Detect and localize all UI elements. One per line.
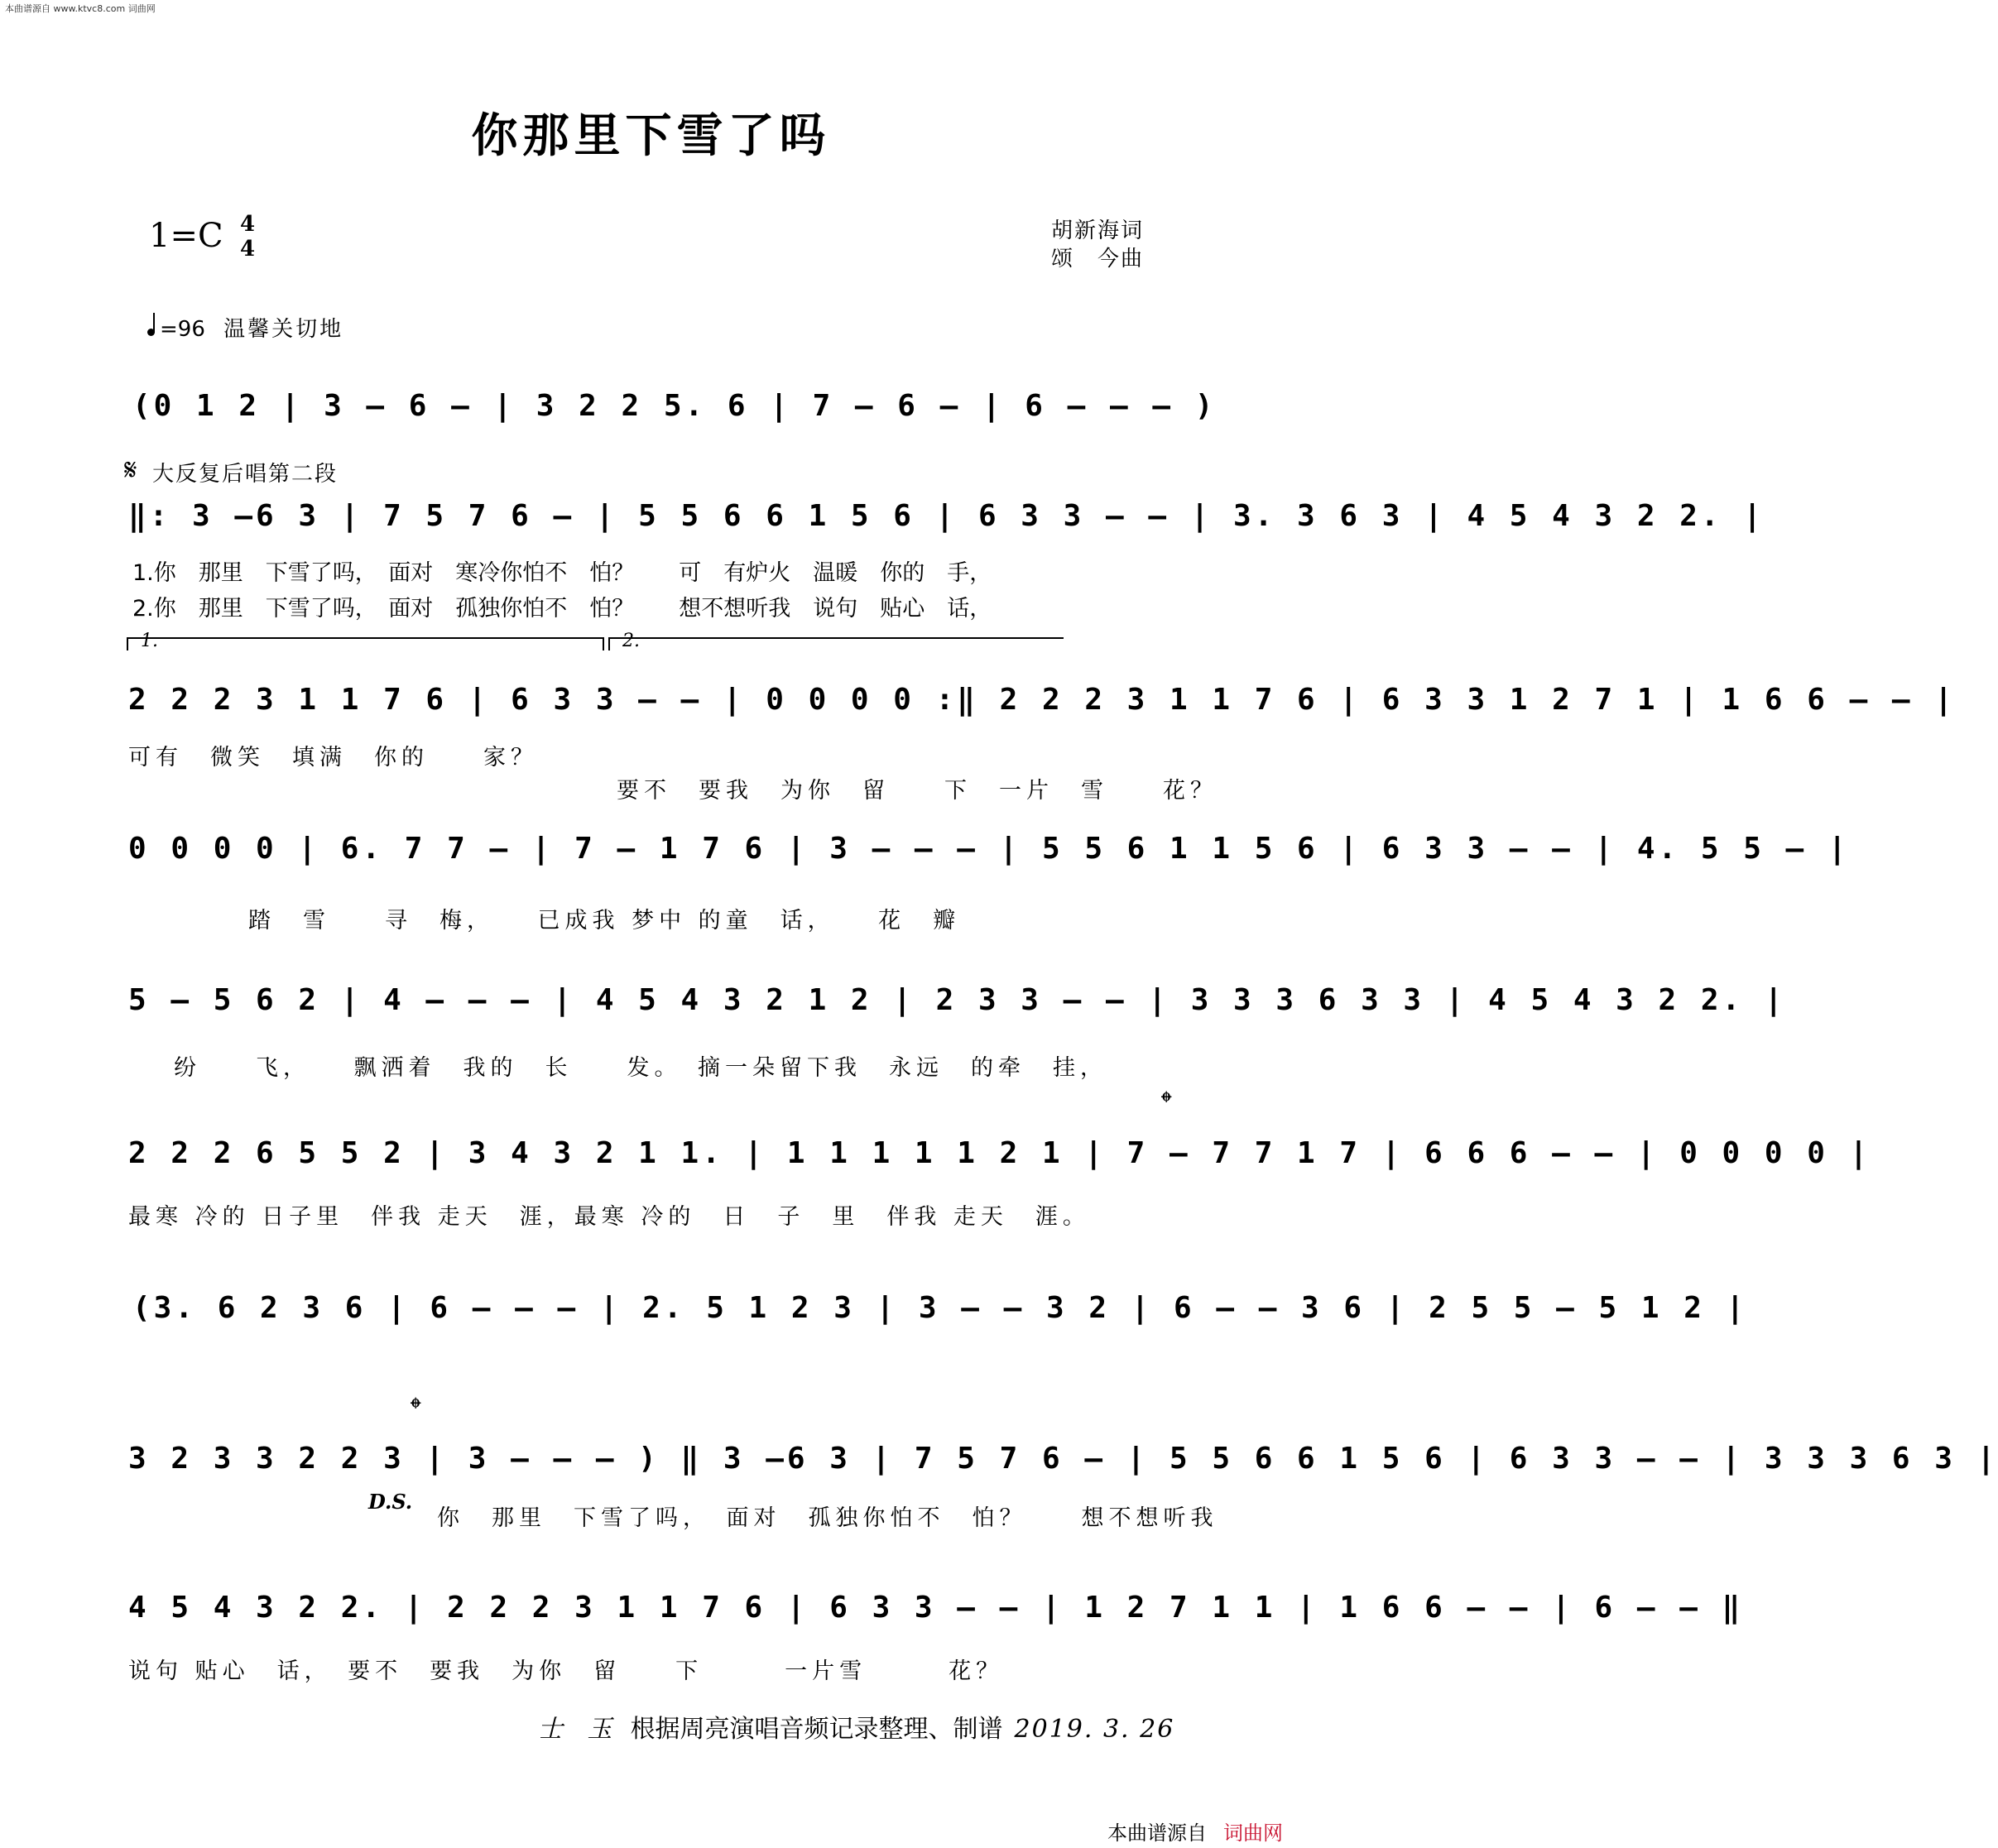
segno-instruction: 大反复后唱第二段	[152, 462, 339, 487]
watermark-source: 本曲谱源自	[1107, 1822, 1207, 1845]
tempo-expression: 温馨关切地	[223, 317, 344, 342]
lyric-verse-1: 1.你 那里 下雪了吗， 面对 寒冷你怕不 怕？ 可 有炉火 温暖 你的 手，	[132, 560, 992, 586]
lyric-row-3a: 可有 微笑 填满 你的 家？	[128, 745, 538, 770]
score-row-8: 3 2 3 3 2 2 3 | 3 – – – ) ‖ 3 –6 3 | 7 5 7 6 – | 5 5 6 6 1 5 6 | 6 3 3 – – | 3 3 3 6 3 |	[128, 1442, 1998, 1476]
footer-date: 2019. 3. 26	[1014, 1715, 1175, 1744]
volta-2-line	[608, 637, 1064, 639]
lyric-row-4: 踏 雪 寻 梅， 已成我 梦中 的童 话， 花 瓣	[248, 908, 961, 934]
watermark-site: 词曲网	[1223, 1822, 1283, 1845]
dal-segno-marking: D.S.	[368, 1490, 413, 1514]
volta-2-label: 2.	[622, 631, 640, 651]
quarter-note-icon	[147, 329, 155, 336]
lyric-verse-2: 2.你 那里 下雪了吗， 面对 孤独你怕不 怕？ 想不想听我 说句 贴心 话，	[132, 596, 992, 622]
tempo-marking	[147, 312, 343, 343]
composer-credit: 颂 今曲	[1051, 247, 1145, 271]
lyricist-credit: 胡新海词	[1051, 218, 1145, 243]
score-row-6: 2 2 2 6 5 5 2 | 3 4 3 2 1 1. | 1 1 1 1 1 2 1 | 7 – 7 7 1 7 | 6 6 6 – – | 0 0 0 0 |	[128, 1136, 1871, 1170]
lyric-row-8: 你 那里 下雪了吗， 面对 孤独你怕不 怕？ 想不想听我	[437, 1505, 1218, 1531]
volta-1-start	[127, 637, 128, 650]
volta-1-line	[127, 637, 603, 639]
score-row-7: (3. 6 2 3 6 | 6 – – – | 2. 5 1 2 3 | 3 – – 3 2 | 6 – – 3 6 | 2 5 5 – 5 1 2 |	[132, 1291, 1748, 1325]
score-row-9: 4 5 4 3 2 2. | 2 2 2 3 1 1 7 6 | 6 3 3 – – | 1 2 7 1 1 | 1 6 6 – – | 6 – – ‖	[128, 1591, 1744, 1625]
song-title: 你那里下雪了吗	[471, 108, 831, 163]
credits	[1051, 217, 1144, 273]
score-row-1: (0 1 2 | 3 – 6 – | 3 2 2 5. 6 | 7 – 6 – | 6 – – – )	[132, 389, 1217, 423]
time-signature	[240, 212, 255, 262]
lyric-row-9: 说句 贴心 话， 要不 要我 为你 留 下 一片雪 花？	[128, 1658, 1004, 1684]
key-signature: 1=C	[149, 217, 223, 255]
footer-text: 根据周亮演唱音频记录整理、制谱	[630, 1715, 1003, 1744]
lyric-row-5: 纷 飞， 飘洒着 我的 长 发。 摘一朵留下我 永远 的牵 挂，	[174, 1055, 1107, 1081]
tempo-bpm: =96	[160, 317, 205, 342]
score-row-5: 5 – 5 6 2 | 4 – – – | 4 5 4 3 2 1 2 | 2 3 3 – – | 3 3 3 6 3 3 | 4 5 4 3 2 2. |	[128, 983, 1786, 1017]
score-row-3: 2 2 2 3 1 1 7 6 | 6 3 3 – – | 0 0 0 0 :‖ 2 2 2 3 1 1 7 6 | 6 3 3 1 2 7 1 | 1 6 6 – – |	[128, 683, 1956, 717]
coda-icon-1: 𝄌	[1161, 1086, 1172, 1120]
lyric-row-6: 最寒 冷的 日子里 伴我 走天 涯，最寒 冷的 日 子 里 伴我 走天 涯。	[128, 1204, 1090, 1230]
score-row-2: ‖: 3 –6 3 | 7 5 7 6 – | 5 5 6 6 1 5 6 | 6 3 3 – – | 3. 3 6 3 | 4 5 4 3 2 2. |	[128, 499, 1765, 533]
lyric-row-3b: 要不 要我 为你 留 下 一片 雪 花？	[617, 778, 1218, 804]
signature: 士 玉	[538, 1715, 621, 1744]
coda-icon-2: 𝄌	[411, 1392, 421, 1426]
score-row-4: 0 0 0 0 | 6. 7 7 – | 7 – 1 7 6 | 3 – – – | 5 5 6 1 1 5 6 | 6 3 3 – – | 4. 5 5 – |	[128, 832, 1850, 866]
volta-1-end	[603, 637, 604, 650]
site-header: 本曲谱源自 www.ktvc8.com 词曲网	[5, 3, 156, 14]
transcription-note	[538, 1708, 1174, 1745]
meter-top: 4	[240, 212, 256, 237]
volta-2-start	[608, 637, 610, 650]
meter-bottom: 4	[240, 237, 256, 262]
segno-icon: 𝄋	[124, 454, 137, 487]
volta-1-label: 1.	[141, 631, 158, 651]
